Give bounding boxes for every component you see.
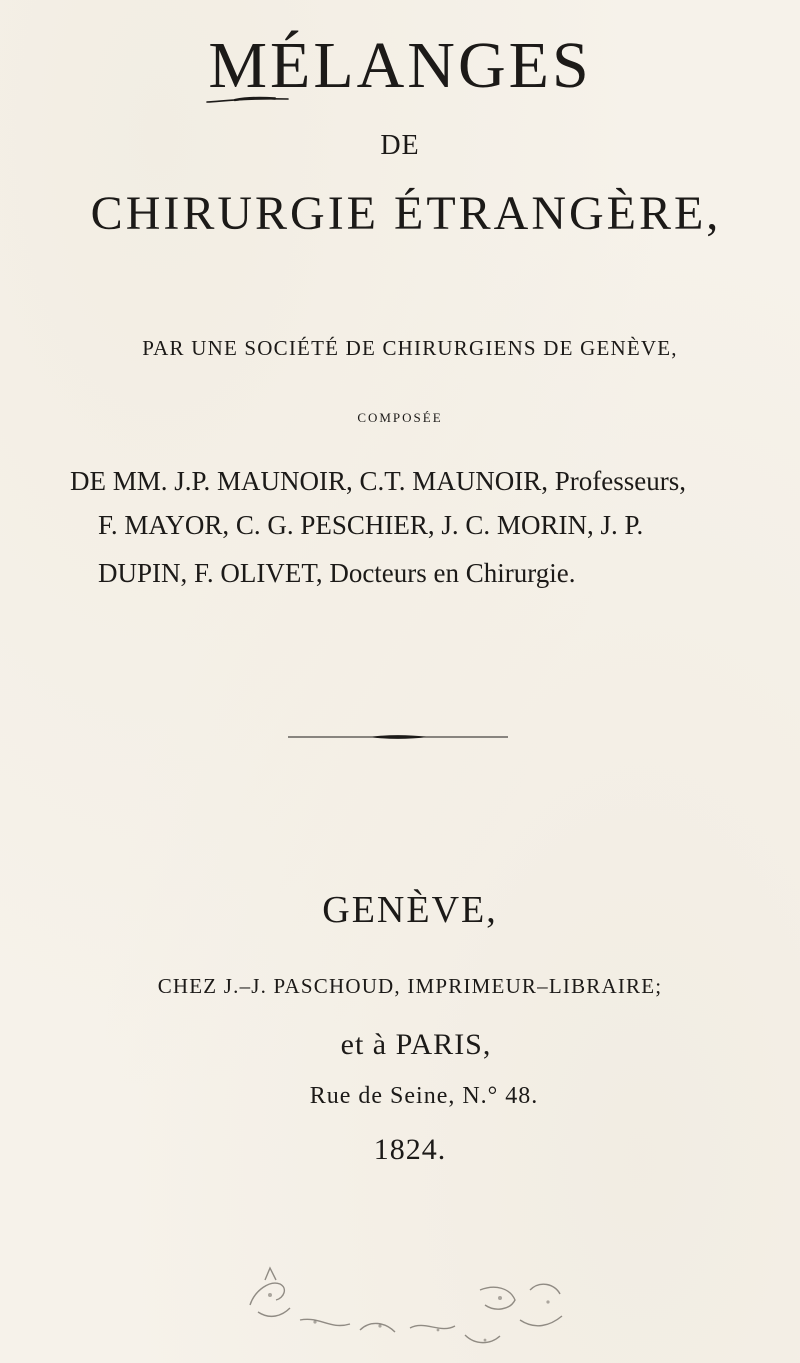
library-stamp-icon: [210, 1250, 600, 1360]
book-subtitle: CHIRURGIE ÉTRANGÈRE,: [90, 187, 722, 240]
author-names-line-2: F. MAYOR, C. G. PESCHIER, J. C. MORIN, J. P.: [98, 510, 644, 540]
title-connector: DE: [380, 130, 420, 161]
author-names-line-1: DE MM. J.P. MAUNOIR, C.T. MAUNOIR, Professeurs,: [70, 466, 687, 496]
author-names-line-3: DUPIN, F. OLIVET, Docteurs en Chirurgie.: [98, 558, 576, 588]
composed-label: COMPOSÉE: [357, 410, 443, 425]
publication-year: 1824.: [373, 1133, 447, 1166]
byline: PAR UNE SOCIÉTÉ DE CHIRURGIENS DE GENÈVE,: [142, 336, 678, 360]
secondary-place: et à PARIS,: [340, 1028, 492, 1061]
publisher-address: Rue de Seine, N.° 48.: [309, 1083, 539, 1109]
book-title: MÉLANGES: [208, 29, 592, 102]
publisher-line: CHEZ J.–J. PASCHOUD, IMPRIMEUR–LIBRAIRE;: [157, 974, 663, 998]
publication-place: GENÈVE,: [322, 889, 498, 931]
decorative-rule-icon: [288, 734, 508, 740]
flourish-ornament-icon: [205, 96, 290, 104]
